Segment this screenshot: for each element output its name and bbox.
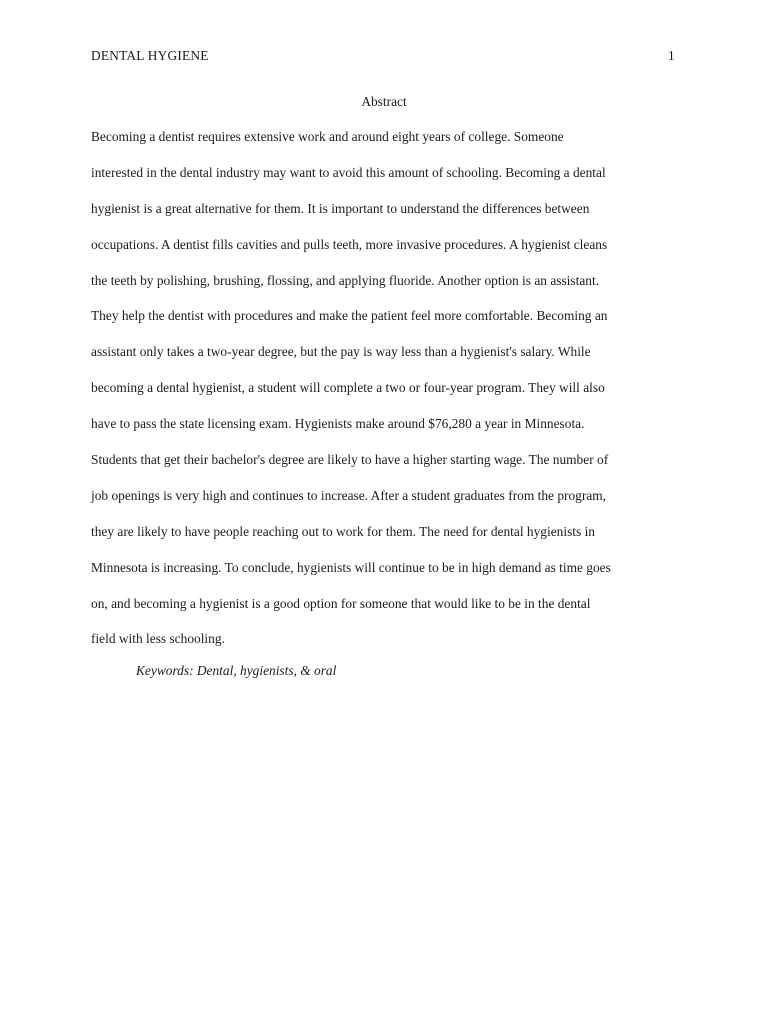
abstract-line: Becoming a dentist requires extensive work and around eight years of college. Someone: [91, 129, 564, 144]
abstract-body: [91, 128, 691, 666]
abstract-line: becoming a dental hygienist, a student will complete a two or four-year program. They will also: [91, 380, 605, 396]
abstract-line: assistant only takes a two-year degree, but the pay is way less than a hygienist's salary. While: [91, 344, 591, 360]
keywords-line: Keywords: Dental, hygienists, & oral: [136, 663, 337, 678]
abstract-line: Minnesota is increasing. To conclude, hygienists will continue to be in high demand as time goes: [91, 559, 611, 575]
page-number: 1: [668, 48, 675, 63]
abstract-line: Students that get their bachelor's degree are likely to have a higher starting wage. The number of: [91, 452, 609, 468]
abstract-line: the teeth by polishing, brushing, flossing, and applying fluoride. Another option is an assistant.: [91, 272, 600, 288]
abstract-line: they are likely to have people reaching out to work for them. The need for dental hygienists in: [91, 523, 595, 539]
abstract-line: hygienist is a great alternative for them. It is important to understand the differences between: [91, 200, 590, 216]
abstract-line: They help the dentist with procedures and make the patient feel more comfortable. Becoming an: [91, 308, 608, 324]
abstract-line: have to pass the state licensing exam. Hygienists make around $76,280 a year in Minnesota.: [91, 416, 585, 432]
abstract-line: job openings is very high and continues to increase. After a student graduates from the program,: [91, 487, 607, 503]
abstract-line: field with less schooling.: [91, 631, 225, 647]
abstract-line: occupations. A dentist fills cavities and pulls teeth, more invasive procedures. A hygienist cleans: [91, 236, 608, 252]
abstract-line: interested in the dental industry may want to avoid this amount of schooling. Becoming a dental: [91, 164, 606, 180]
abstract-title: Abstract: [361, 94, 407, 109]
abstract-line: on, and becoming a hygienist is a good option for someone that would like to be in the dental: [91, 595, 591, 611]
running-head: DENTAL HYGIENE: [91, 48, 209, 63]
